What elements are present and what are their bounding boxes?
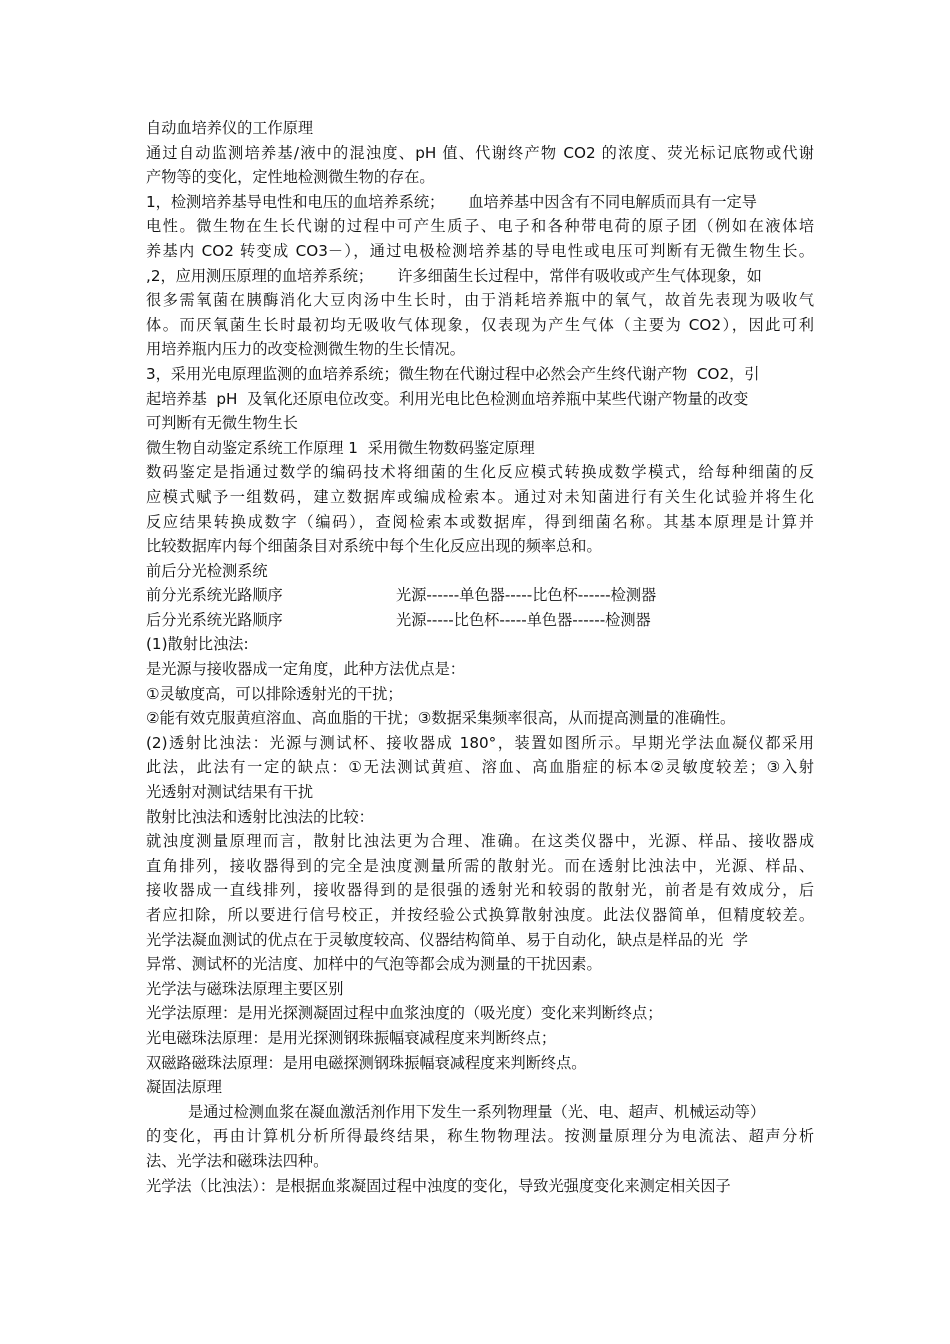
paragraph-line: 是光源与接收器成一定角度，此种方法优点是：	[146, 660, 465, 679]
paragraph-line: 很多需氧菌在胰酶消化大豆肉汤中生长时，由于消耗培养瓶中的氧气，故首先表现为吸收气	[146, 291, 814, 310]
paragraph-line: 用培养瓶内压力的改变检测微生物的生长情况。	[146, 340, 465, 359]
paragraph-line: 光学法原理：是用光探测凝固过程中血浆浊度的（吸光度）变化来判断终点；	[146, 1004, 663, 1023]
document-page	[146, 116, 814, 1198]
system-name: 前分光系统光路顺序	[146, 586, 283, 605]
paragraph-line: 接收器成一直线排列，接收器得到的是很强的透射光和较弱的散射光，前者是有效成分，后	[146, 881, 814, 900]
paragraph-line: 产物等的变化，定性地检测微生物的存在。	[146, 168, 435, 187]
section-heading: (1)散射比浊法:	[146, 635, 249, 654]
paragraph-line: 异常、测试杯的光洁度、加样中的气泡等都会成为测量的干扰因素。	[146, 955, 602, 974]
section-heading: 前后分光检测系统	[146, 561, 268, 580]
paragraph-line: 养基内 CO2 转变成 CO3－），通过电极检测培养基的导电性或电压可判断有无微生物生长。	[146, 241, 814, 260]
paragraph-line: 光学法凝血测试的优点在于灵敏度较高、仪器结构简单、易于自动化，缺点是样品的光 学	[146, 930, 748, 949]
paragraph-line: ,2，应用测压原理的血培养系统； 许多细菌生长过程中，常伴有吸收或产生气体现象，如	[146, 266, 762, 285]
paragraph-line: 可判断有无微生物生长	[146, 414, 298, 433]
paragraph-line: 电性。微生物在生长代谢的过程中可产生质子、电子和各种带电荷的原子团（例如在液体培	[146, 217, 814, 236]
paragraph-line: 1，检测培养基导电性和电压的血培养系统； 血培养基中因含有不同电解质而具有一定导	[146, 192, 757, 211]
optical-path: 光源-----比色杯-----单色器------检测器	[396, 610, 651, 629]
paragraph-line: ②能有效克服黄疸溶血、高血脂的干扰；③数据采集频率很高，从而提高测量的准确性。	[146, 709, 736, 728]
paragraph-line: 光学法（比浊法）：是根据血浆凝固过程中浊度的变化，导致光强度变化来测定相关因子	[146, 1176, 731, 1195]
paragraph-line: 3，采用光电原理监测的血培养系统；微生物在代谢过程中必然会产生终代谢产物 CO2，引	[146, 364, 760, 383]
paragraph-line: 者应扣除，所以要进行信号校正，并按经验公式换算散射浊度。此法仪器简单，但精度较差。	[146, 906, 814, 924]
optical-path-row	[146, 608, 814, 633]
paragraph-line: 双磁路磁珠法原理：是用电磁探测钢珠振幅衰减程度来判断终点。	[146, 1053, 587, 1072]
optical-path: 光源------单色器-----比色杯------检测器	[396, 586, 657, 605]
paragraph-line: 应模式赋予一组数码，建立数据库或编成检索本。通过对未知菌进行有关生化试验并将生化	[146, 487, 814, 506]
paragraph-line: 直角排列，接收器得到的完全是浊度测量所需的散射光。而在透射比浊法中，光源、样品、	[146, 856, 814, 875]
paragraph-line: 就浊度测量原理而言，散射比浊法更为合理、准确。在这类仪器中，光源、样品、接收器成	[146, 832, 814, 851]
paragraph-line: 反应结果转换成数字（编码），查阅检索本或数据库，得到细菌名称。其基本原理是计算并	[146, 512, 814, 531]
paragraph-line: 的变化，再由计算机分析所得最终结果，称生物物理法。按测量原理分为电流法、超声分析	[146, 1127, 814, 1146]
paragraph-line: (2)透射比浊法：光源与测试杯、接收器成 180°，装置如图所示。早期光学法血凝仪都采用	[146, 733, 814, 752]
section-heading: 散射比浊法和透射比浊法的比较：	[146, 807, 374, 826]
section-heading: 微生物自动鉴定系统工作原理 1 采用微生物数码鉴定原理	[146, 438, 535, 457]
system-name: 后分光系统光路顺序	[146, 610, 283, 629]
paragraph-line: 是通过检测血浆在凝血激活剂作用下发生一系列物理量（光、电、超声、机械运动等）	[188, 1102, 766, 1121]
paragraph-line: 此法，此法有一定的缺点：①无法测试黄疸、溶血、高血脂症的标本②灵敏度较差；③入射	[146, 758, 814, 777]
section-heading: 光学法与磁珠法原理主要区别	[146, 979, 344, 998]
section-heading: 凝固法原理	[146, 1078, 222, 1097]
paragraph-line: 起培养基 pH 及氧化还原电位改变。利用光电比色检测血培养瓶中某些代谢产物量的改变	[146, 389, 749, 408]
paragraph-line: ①灵敏度高，可以排除透射光的干扰；	[146, 684, 403, 703]
paragraph-line: 体。而厌氧菌生长时最初均无吸收气体现象，仅表现为产生气体（主要为 CO2），因此可利	[146, 315, 814, 334]
paragraph-line: 法、光学法和磁珠法四种。	[146, 1151, 329, 1170]
paragraph-line: 通过自动监测培养基/液中的混浊度、pH 值、代谢终产物 CO2 的浓度、荧光标记底物或代谢	[146, 143, 814, 162]
paragraph-line: 光电磁珠法原理：是用光探测钢珠振幅衰减程度来判断终点；	[146, 1028, 557, 1047]
doc-title: 自动血培养仪的工作原理	[146, 119, 314, 137]
paragraph-line: 比较数据库内每个细菌条目对系统中每个生化反应出现的频率总和。	[146, 537, 602, 556]
optical-path-row	[146, 583, 814, 608]
paragraph-line: 数码鉴定是指通过数学的编码技术将细菌的生化反应模式转换成数学模式，给每种细菌的反	[146, 463, 814, 482]
paragraph-line: 光透射对测试结果有干扰	[146, 783, 314, 802]
